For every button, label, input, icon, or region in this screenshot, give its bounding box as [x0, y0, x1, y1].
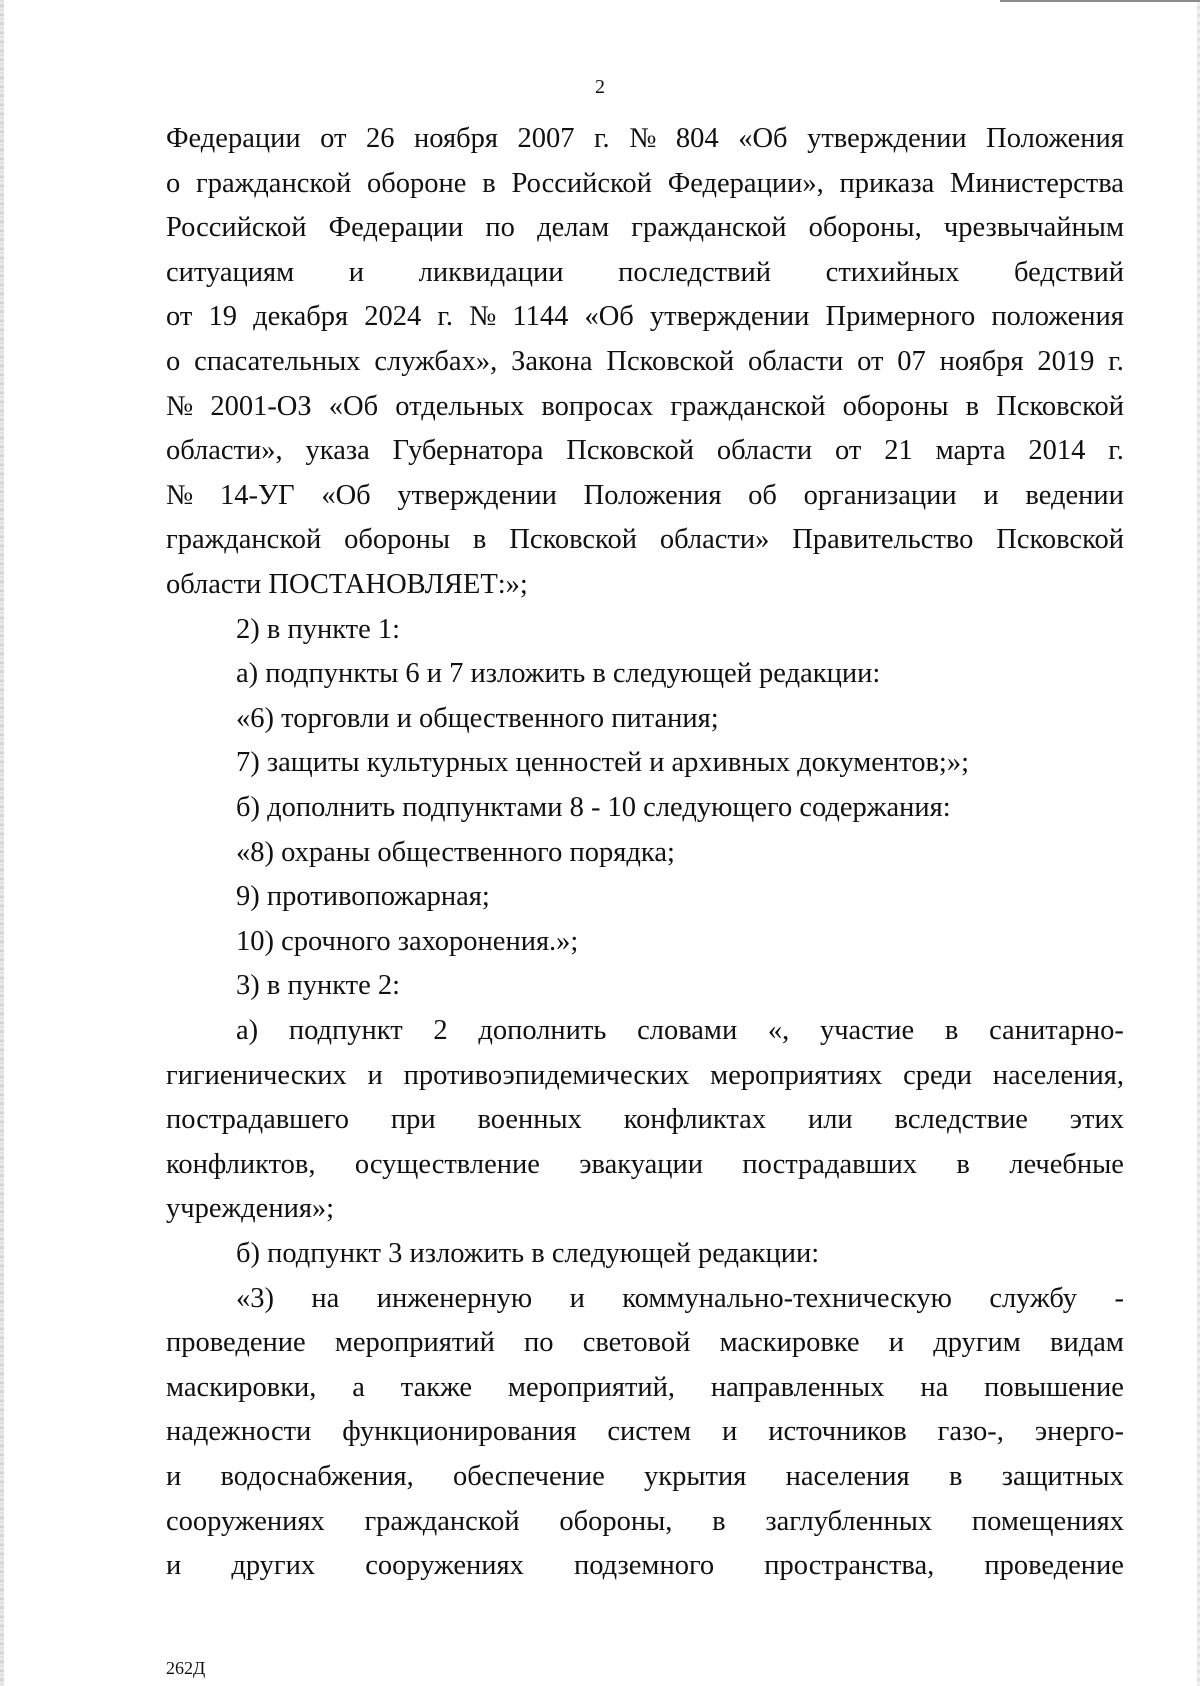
word: Псковской: [606, 346, 735, 377]
word: «3): [236, 1282, 274, 1314]
word: и: [367, 1059, 383, 1091]
word: подземного: [573, 1550, 715, 1582]
word: 2024: [364, 301, 422, 333]
word: мероприятий,: [507, 1371, 676, 1403]
word: Псковской: [566, 435, 694, 467]
word: гражданской: [196, 167, 352, 199]
word: световой: [582, 1327, 691, 1359]
text-line: [166, 1058, 1124, 1094]
word: чрезвычайным: [943, 212, 1124, 244]
text-line: [166, 121, 1124, 157]
word: 2007: [517, 123, 575, 154]
word: также: [400, 1371, 473, 1403]
word: этих: [1069, 1104, 1124, 1136]
text-line: [166, 1504, 1124, 1540]
word: гражданской: [670, 390, 826, 422]
word: Псковской: [996, 390, 1124, 422]
word: в: [944, 1015, 959, 1046]
text-line: [166, 299, 1124, 335]
word: 21: [884, 435, 913, 467]
word: утверждении: [649, 301, 810, 333]
word: дополнить: [478, 1015, 607, 1046]
word: декабря: [253, 301, 349, 333]
word: и: [888, 1327, 905, 1359]
text-line: 7) защиты культурных ценностей и архивных документов;»;: [236, 747, 970, 779]
word: мероприятий: [334, 1327, 495, 1359]
word: обороны,: [559, 1505, 673, 1537]
word: населения: [785, 1461, 910, 1492]
text-line: [166, 344, 1124, 380]
word: 14-УГ: [219, 479, 295, 511]
word: по: [524, 1327, 554, 1359]
text-line: [166, 1370, 1124, 1406]
word: 1144: [512, 301, 569, 333]
word: от: [166, 301, 193, 333]
word: обороны: [842, 390, 949, 422]
text-line: [166, 433, 1124, 469]
word: военных: [477, 1104, 582, 1136]
word: в: [965, 390, 980, 422]
text-line: 2) в пункте 1:: [236, 613, 401, 645]
word: Федерации»,: [667, 167, 824, 199]
word: организации: [803, 479, 957, 511]
word: участие: [819, 1015, 915, 1046]
word: 19: [208, 301, 237, 333]
word: вопросах: [541, 390, 654, 422]
text-line: [166, 478, 1124, 514]
word: делам: [537, 212, 610, 244]
word: №: [629, 123, 657, 154]
text-line: «8) охраны общественного порядка;: [236, 836, 675, 868]
word: в: [712, 1505, 726, 1537]
word: на: [311, 1282, 340, 1314]
word: сооружениях: [166, 1505, 325, 1537]
word: Министерства: [950, 167, 1124, 199]
word: осуществление: [354, 1148, 540, 1180]
word: 07: [897, 346, 926, 377]
word: гражданской: [166, 524, 322, 556]
text-line: [236, 1013, 1124, 1049]
word: Правительство: [792, 524, 974, 556]
word: Закона: [511, 346, 593, 377]
scan-corner-line: [1000, 0, 1200, 2]
word: при: [390, 1104, 436, 1136]
word: ведении: [1025, 479, 1124, 511]
word: газо-,: [937, 1416, 1004, 1448]
word: эвакуации: [579, 1148, 703, 1180]
word: мероприятиях: [710, 1059, 883, 1091]
word: лечебные: [1009, 1148, 1124, 1180]
word: стихийных: [825, 256, 960, 288]
word: г.: [1108, 435, 1124, 467]
text-line: области ПОСТАНОВЛЯЕТ:»;: [166, 569, 528, 600]
word: а): [236, 1015, 259, 1046]
word: проведение: [984, 1550, 1124, 1582]
word: последствий: [618, 256, 772, 288]
text-line: [166, 210, 1124, 246]
word: надежности: [166, 1416, 312, 1448]
word: гражданской: [631, 212, 787, 244]
word: конфликтов,: [166, 1148, 316, 1180]
word: других: [231, 1550, 316, 1582]
word: словами: [637, 1015, 738, 1046]
word: Псковской: [996, 524, 1124, 556]
word: 2014: [1028, 435, 1086, 467]
word: обороне: [367, 167, 467, 199]
word: ситуациям: [166, 256, 295, 288]
word: видам: [1050, 1327, 1124, 1359]
text-line: 10) срочного захоронения.»;: [236, 925, 579, 957]
word: 804: [675, 123, 719, 154]
word: г.: [437, 301, 453, 333]
word: от: [320, 123, 347, 154]
word: среди: [903, 1059, 972, 1091]
word: функционирования: [342, 1416, 577, 1448]
text-line: а) подпункты 6 и 7 изложить в следующей редакции:: [236, 658, 881, 690]
text-line: 9) противопожарная;: [236, 881, 490, 913]
word: службах»,: [374, 346, 498, 377]
word: направленных: [710, 1371, 885, 1403]
word: указа: [305, 435, 370, 467]
word: помещениях: [971, 1505, 1124, 1537]
text-line: [166, 1147, 1124, 1183]
word: утверждении: [807, 123, 967, 154]
word: Примерного: [825, 301, 976, 333]
word: «Об: [584, 301, 634, 333]
word: маскировке: [719, 1327, 860, 1359]
word: пострадавшего: [166, 1104, 349, 1136]
word: проведение: [166, 1327, 306, 1359]
word: заглубленных: [765, 1505, 933, 1537]
word: «,: [767, 1015, 790, 1046]
text-line: б) подпункт 3 изложить в следующей редакции:: [236, 1238, 820, 1269]
word: сооружениях: [365, 1550, 524, 1582]
word: бедствий: [1014, 256, 1124, 288]
word: в: [482, 167, 496, 199]
word: области»,: [166, 435, 283, 467]
text-line: [166, 389, 1124, 425]
text-line: [166, 1102, 1124, 1138]
word: от: [835, 435, 862, 467]
word: приказа: [839, 167, 935, 199]
word: укрытия: [644, 1461, 747, 1492]
word: «Об: [738, 123, 788, 154]
word: противоэпидемических: [403, 1059, 690, 1091]
word: Губернатора: [392, 435, 544, 467]
word: инженерную: [376, 1282, 533, 1314]
word: и: [348, 256, 365, 288]
word: Псковской: [509, 524, 637, 556]
text-line: 3) в пункте 2:: [236, 970, 401, 1002]
word: другим: [933, 1327, 1021, 1359]
word: в: [956, 1148, 970, 1180]
word: гражданской: [364, 1505, 520, 1537]
word: гигиенических: [166, 1059, 347, 1091]
word: подпункт: [288, 1015, 403, 1046]
word: г.: [594, 123, 610, 154]
word: утверждении: [397, 479, 557, 511]
text-line: [166, 255, 1124, 291]
word: г.: [1108, 346, 1124, 377]
word: Российской: [166, 212, 307, 244]
word: Федерации: [166, 123, 301, 154]
word: и: [166, 1550, 182, 1582]
word: Положения: [986, 123, 1124, 154]
word: 2019: [1037, 346, 1095, 377]
word: 26: [366, 123, 395, 154]
word: 2001-ОЗ: [210, 390, 312, 422]
text-line: [166, 1414, 1124, 1450]
word: коммунально-техническую: [622, 1282, 952, 1314]
word: и: [722, 1416, 738, 1448]
word: на: [920, 1371, 949, 1403]
word: маскировки,: [166, 1371, 317, 1403]
word: службу: [989, 1282, 1078, 1314]
word: спасательных: [194, 346, 361, 377]
word: №: [166, 479, 194, 511]
text-line: «6) торговли и общественного питания;: [236, 702, 719, 734]
word: повышение: [984, 1371, 1124, 1403]
text-line: [166, 1459, 1124, 1495]
text-line: [166, 522, 1124, 558]
word: обороны: [344, 524, 451, 556]
document-code: 262Д: [166, 1658, 206, 1678]
word: Положения: [583, 479, 722, 511]
word: области: [716, 435, 813, 467]
word: об: [748, 479, 777, 511]
word: вследствие: [894, 1104, 1028, 1136]
word: а: [352, 1371, 365, 1403]
word: марта: [935, 435, 1006, 467]
word: водоснабжения,: [220, 1461, 414, 1492]
word: и: [569, 1282, 585, 1314]
word: -: [1114, 1282, 1124, 1314]
scan-edge-left: [0, 0, 4, 1686]
word: пространства,: [764, 1550, 935, 1582]
word: «Об: [321, 479, 371, 511]
word: в: [472, 524, 487, 556]
word: №: [166, 390, 194, 422]
text-line: [236, 1281, 1124, 1317]
word: пострадавших: [742, 1148, 917, 1180]
word: Федерации: [328, 212, 464, 244]
word: о: [166, 346, 181, 377]
page-number: 2: [595, 76, 605, 98]
word: положения: [991, 301, 1124, 333]
text-line: учреждения»;: [166, 1193, 335, 1225]
word: ликвидации: [418, 256, 564, 288]
word: обороны,: [808, 212, 922, 244]
word: ноября: [414, 123, 498, 154]
word: населения,: [992, 1059, 1124, 1091]
word: Российской: [511, 167, 652, 199]
word: отдельных: [395, 390, 525, 422]
word: 2: [433, 1015, 448, 1046]
text-line: [166, 1325, 1124, 1361]
word: и: [166, 1461, 182, 1492]
word: ноября: [939, 346, 1024, 377]
word: обеспечение: [453, 1461, 605, 1492]
word: защитных: [1001, 1461, 1124, 1492]
word: области: [747, 346, 844, 377]
word: источников: [768, 1416, 907, 1448]
word: в: [948, 1461, 963, 1492]
word: области»: [659, 524, 770, 556]
word: от: [857, 346, 884, 377]
text-line: [166, 166, 1124, 202]
word: или: [807, 1104, 853, 1136]
word: «Об: [328, 390, 379, 422]
word: энерго-: [1034, 1416, 1124, 1448]
word: санитарно-: [989, 1015, 1124, 1046]
text-line: [166, 1548, 1124, 1584]
word: о: [166, 167, 181, 199]
text-line: б) дополнить подпунктами 8 - 10 следующего содержания:: [236, 792, 951, 823]
word: №: [469, 301, 497, 333]
word: систем: [607, 1416, 692, 1448]
word: конфликтах: [623, 1104, 767, 1136]
word: по: [485, 212, 515, 244]
word: и: [983, 479, 999, 511]
